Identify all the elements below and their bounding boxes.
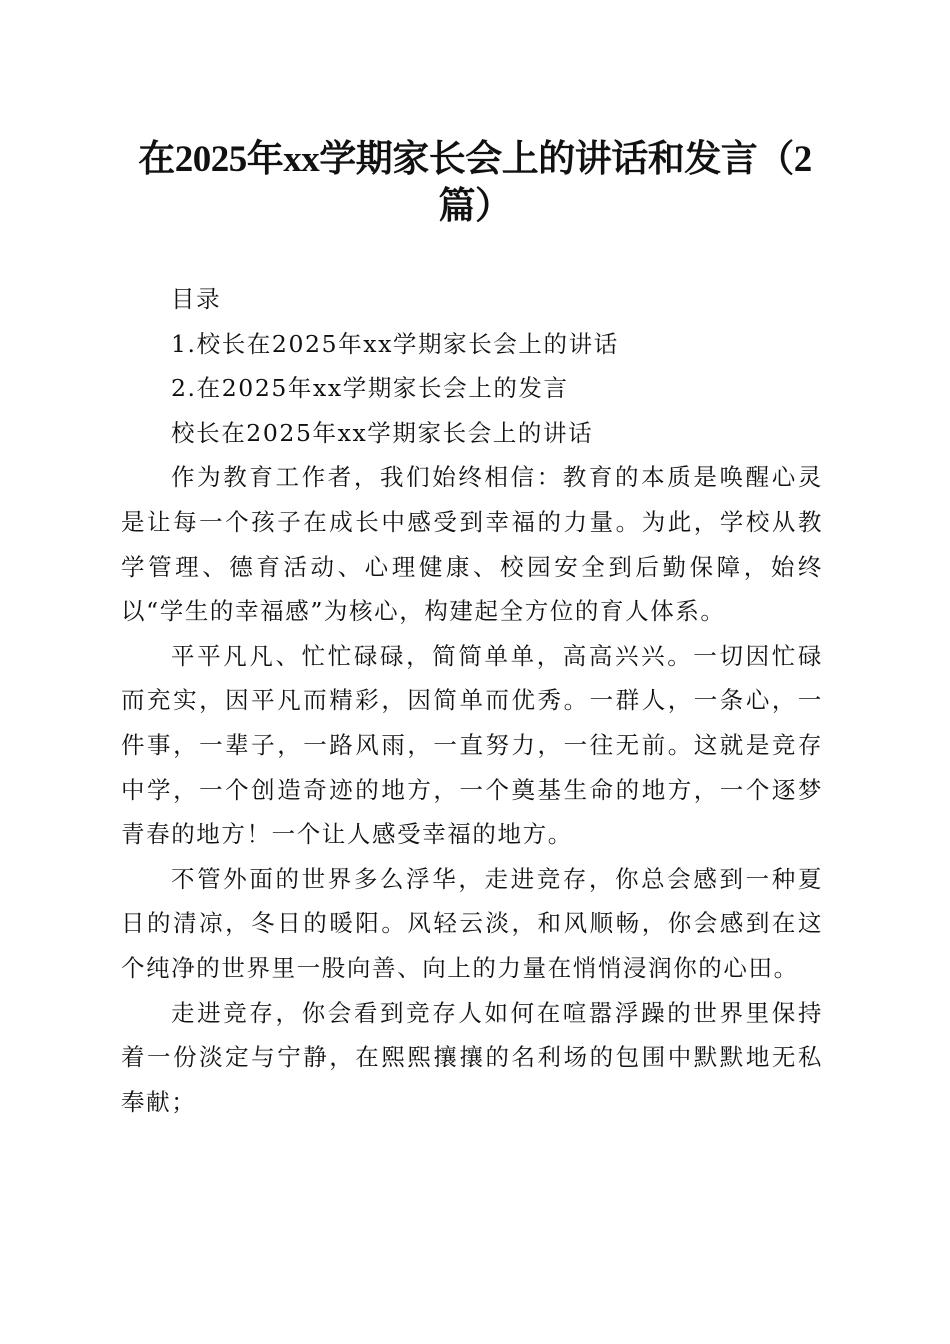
- toc-heading: 目录: [171, 285, 222, 313]
- paragraph-2: 平平凡凡、忙忙碌碌，简简单单，高高兴兴。一切因忙碌而充实，因平凡而精彩，因简单而优秀。一群人，一条心，一件事，一辈子，一路风雨，一直努力，一往无前。这就是竞存中学，一个创造奇迹的地方，一个奠基生命的地方，一个逐梦青春的地方！一个让人感受幸福的地方。: [121, 641, 823, 849]
- document-title: 在2025年xx学期家长会上的讲话和发言（2篇）: [138, 139, 812, 227]
- toc-item-1: 1.校长在2025年xx学期家长会上的讲话: [171, 329, 619, 358]
- toc-item-2: 2.在2025年xx学期家长会上的发言: [171, 374, 569, 403]
- section-heading: 校长在2025年xx学期家长会上的讲话: [171, 418, 594, 447]
- document-body: [121, 277, 823, 1124]
- paragraph-1: 作为教育工作者，我们始终相信：教育的本质是唤醒心灵是让每一个孩子在成长中感受到幸福的力量。为此，学校从教学管理、德育活动、心理健康、校园安全到后勤保障，始终以“学生的幸福感”为核心，构建起全方位的育人体系。: [121, 463, 823, 626]
- paragraph-3: 不管外面的世界多么浮华，走进竞存，你总会感到一种夏日的清凉，冬日的暖阳。风轻云淡，和风顺畅，你会感到在这个纯净的世界里一股向善、向上的力量在悄悄浸润你的心田。: [121, 864, 823, 982]
- paragraph-4: 走进竞存，你会看到竞存人如何在喧嚣浮躁的世界里保持着一份淡定与宁静，在熙熙攘攘的名利场的包围中默默地无私奉献；: [121, 998, 823, 1116]
